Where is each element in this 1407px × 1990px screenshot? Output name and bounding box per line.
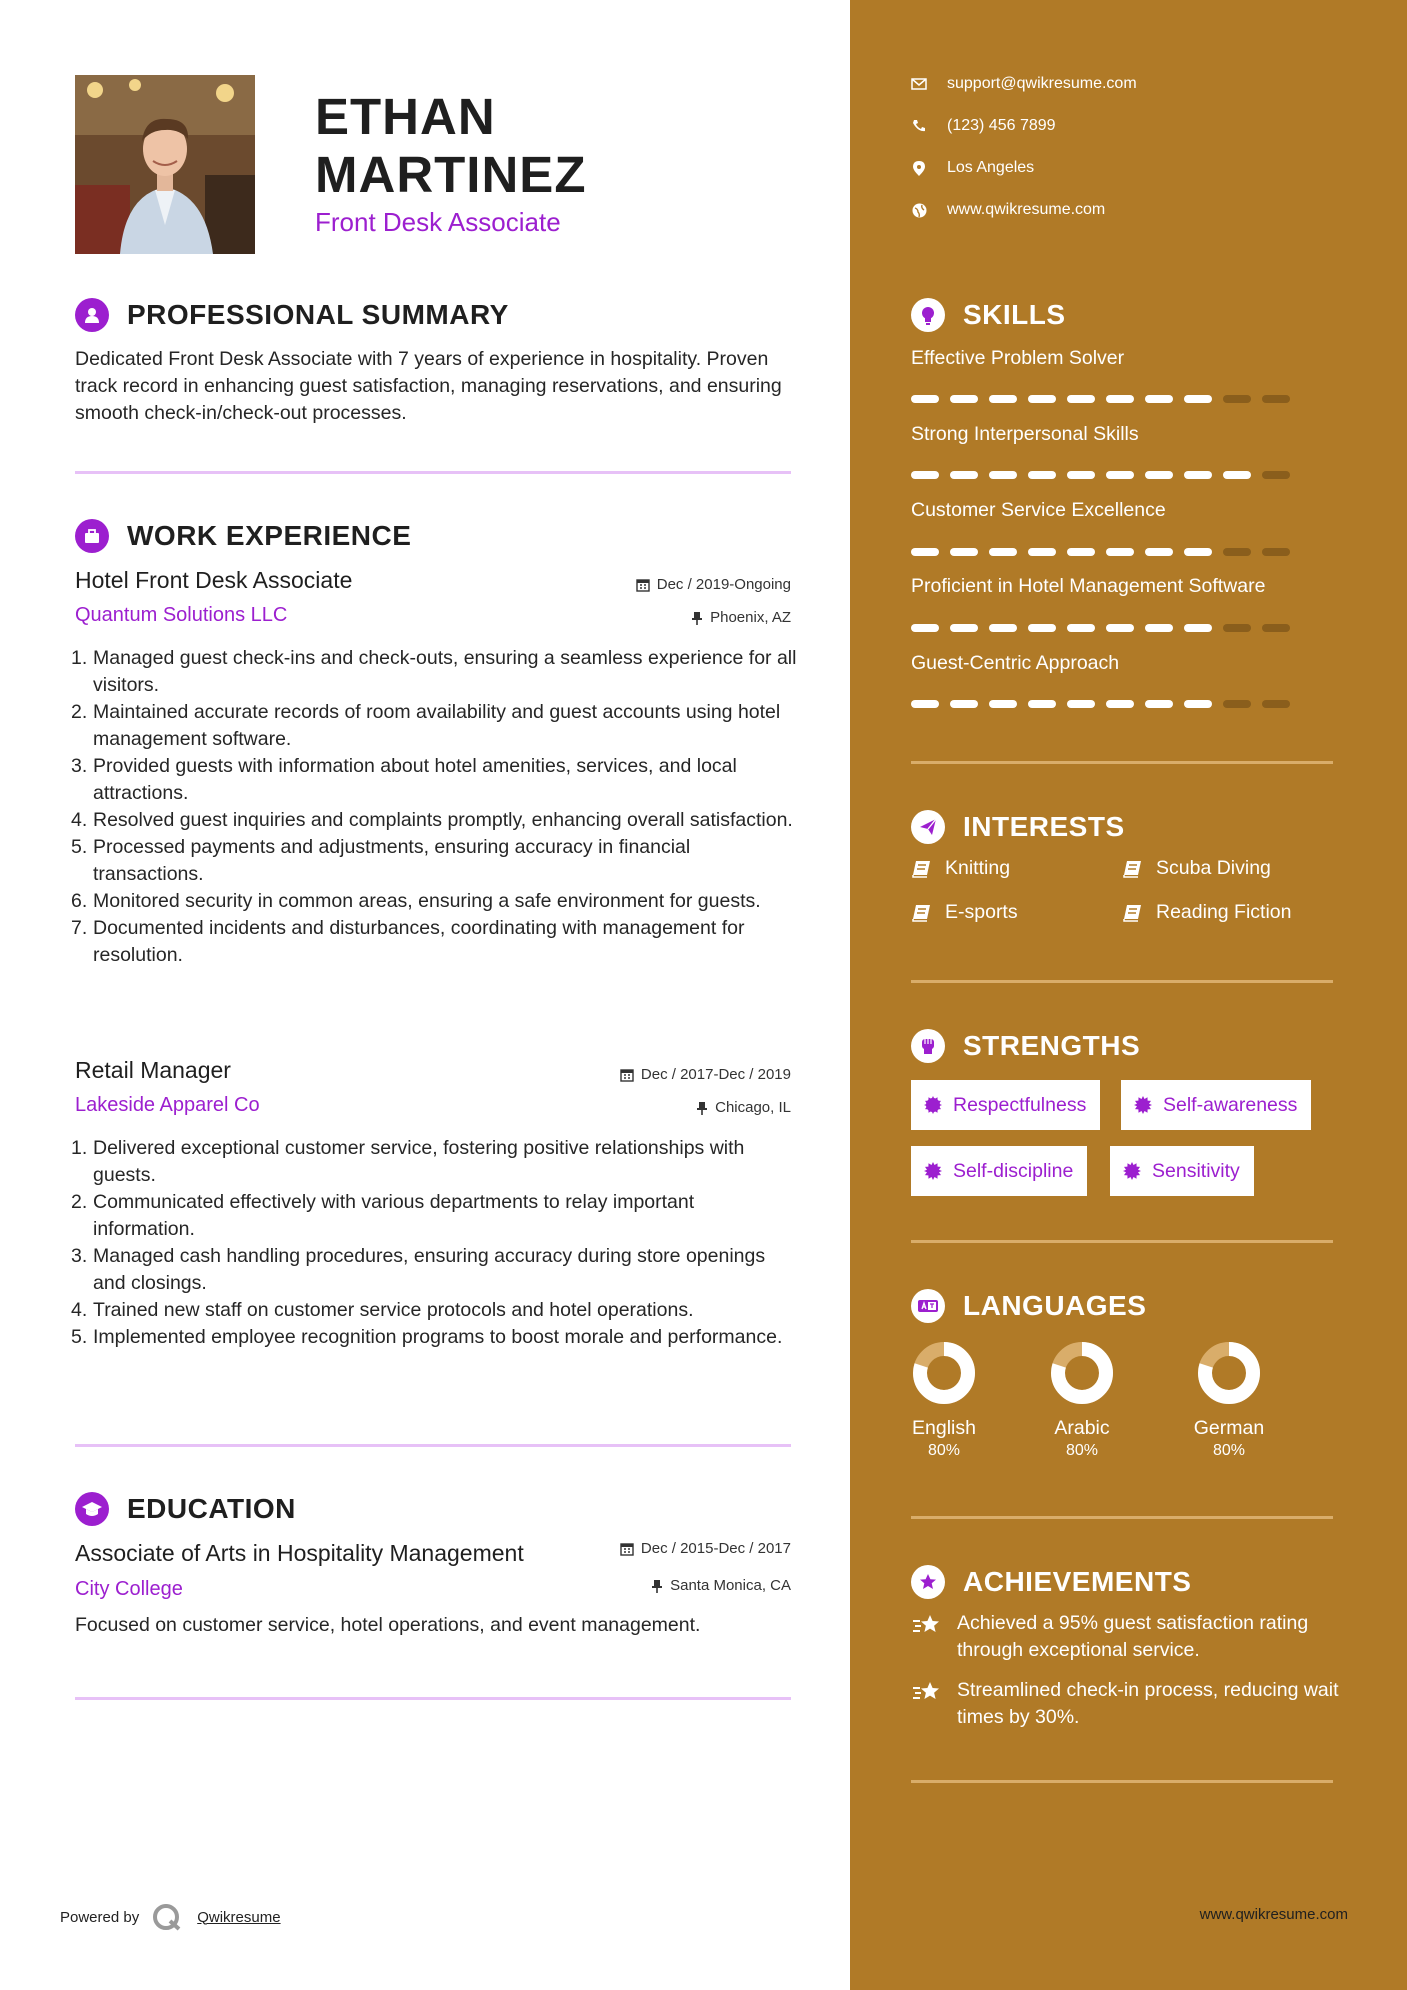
rating-dash-filled <box>1145 395 1173 403</box>
language-percent: 80% <box>1212 1442 1246 1459</box>
first-name: ETHAN <box>315 88 496 145</box>
job-dates-text: Dec / 2019-Ongoing <box>656 576 791 593</box>
list-item: Managed cash handling procedures, ensuring accuracy during store openings and closings. <box>93 1245 766 1294</box>
interests-title: INTERESTS <box>963 811 1125 842</box>
job-company: Lakeside Apparel Co <box>75 1094 260 1116</box>
strength-tag <box>911 1080 1100 1130</box>
badge-icon <box>923 1161 943 1181</box>
interest-label: E-sports <box>945 901 1018 923</box>
rating-dash-empty <box>1223 548 1251 556</box>
rating-dash-filled <box>1106 700 1134 708</box>
rating-dash-filled <box>950 548 978 556</box>
list-item: Delivered exceptional customer service, fostering positive relationships with guests. <box>93 1137 745 1186</box>
contact-email[interactable] <box>911 75 1137 93</box>
job-company: Quantum Solutions LLC <box>75 604 288 626</box>
list-item: Implemented employee recognition programs to boost morale and performance. <box>93 1326 783 1348</box>
book-icon <box>911 904 931 922</box>
lightbulb-icon <box>911 298 945 332</box>
rating-dash-filled <box>1067 700 1095 708</box>
rating-dash-filled <box>1106 624 1134 632</box>
list-item: Communicated effectively with various departments to relay important information. <box>93 1191 695 1240</box>
calendar-icon <box>636 578 650 592</box>
achievement-text: Streamlined check-in process, reducing wait times by 30%. <box>957 1679 1339 1728</box>
skill-name: Proficient in Hotel Management Software <box>911 575 1266 597</box>
education-dates <box>620 1540 791 1557</box>
rating-dash-filled <box>989 624 1017 632</box>
achievements-title: ACHIEVEMENTS <box>963 1566 1192 1597</box>
language-item <box>1022 1340 1142 1460</box>
language-name: German <box>1193 1417 1265 1439</box>
book-icon <box>1122 904 1142 922</box>
rating-dash-filled <box>1028 471 1056 479</box>
powered-by <box>60 1902 281 1932</box>
rating-dash-filled <box>1106 471 1134 479</box>
skill-rating-bar <box>911 624 1301 632</box>
rating-dash-filled <box>1184 395 1212 403</box>
list-item: Resolved guest inquiries and complaints promptly, enhancing overall satisfaction. <box>93 809 793 831</box>
rating-dash-empty <box>1262 624 1290 632</box>
school-name: City College <box>75 1578 183 1600</box>
rating-dash-filled <box>950 700 978 708</box>
powered-by-label: Powered by <box>60 1908 140 1926</box>
skill-rating-bar <box>911 548 1301 556</box>
skill-rating-bar <box>911 471 1301 479</box>
job-location-text: Chicago, IL <box>715 1099 791 1116</box>
list-item: Documented incidents and disturbances, coordinating with management for resolution. <box>93 917 745 966</box>
rating-dash-filled <box>989 395 1017 403</box>
rating-dash-filled <box>1067 395 1095 403</box>
rating-dash-filled <box>1184 548 1212 556</box>
rating-dash-filled <box>989 471 1017 479</box>
pin-icon <box>691 611 703 625</box>
badge-icon <box>1122 1161 1142 1181</box>
rating-dash-filled <box>1184 624 1212 632</box>
language-donut <box>911 1340 977 1406</box>
skill-name: Guest-Centric Approach <box>911 652 1120 674</box>
summary-heading <box>75 298 509 332</box>
candidate-job-title: Front Desk Associate <box>315 207 561 237</box>
briefcase-icon <box>75 519 109 553</box>
pin-icon <box>696 1101 708 1115</box>
rating-dash-filled <box>911 395 939 403</box>
skills-title: SKILLS <box>963 299 1066 330</box>
strengths-title: STRENGTHS <box>963 1030 1141 1061</box>
translate-icon <box>911 1289 945 1323</box>
degree-title: Associate of Arts in Hospitality Management <box>75 1540 524 1566</box>
education-location <box>651 1577 791 1594</box>
job-location-text: Phoenix, AZ <box>710 609 791 626</box>
interest-item <box>1122 901 1292 924</box>
paper-plane-icon <box>911 810 945 844</box>
website-text: www.qwikresume.com <box>947 201 1106 218</box>
rating-dash-filled <box>1145 624 1173 632</box>
language-donut <box>1049 1340 1115 1406</box>
job-dates <box>636 576 791 593</box>
summary-text: Dedicated Front Desk Associate with 7 years of experience in hospitality. Proven track record in enhancing guest satisfaction, managing reservations, and ensuring smooth check-in/check-out processes. <box>75 348 782 424</box>
achievements-heading <box>911 1565 1191 1599</box>
rating-dash-empty <box>1262 395 1290 403</box>
star-icon <box>911 1613 943 1637</box>
rating-dash-filled <box>911 624 939 632</box>
education-title: EDUCATION <box>127 1493 296 1524</box>
strengths-heading <box>911 1029 1140 1063</box>
rating-dash-empty <box>1223 700 1251 708</box>
strength-tag <box>1110 1146 1254 1196</box>
email-text: support@qwikresume.com <box>947 75 1137 92</box>
rating-dash-filled <box>1184 700 1212 708</box>
interests-heading <box>911 810 1125 844</box>
candidate-name <box>315 88 586 204</box>
strength-label: Self-awareness <box>1163 1093 1298 1116</box>
strength-label: Sensitivity <box>1152 1159 1240 1182</box>
rating-dash-empty <box>1262 548 1290 556</box>
language-item <box>1169 1340 1289 1460</box>
rating-dash-filled <box>1067 471 1095 479</box>
rating-dash-filled <box>950 624 978 632</box>
calendar-icon <box>620 1068 634 1082</box>
experience-title: WORK EXPERIENCE <box>127 520 412 551</box>
list-item: Processed payments and adjustments, ensuring accuracy in financial transactions. <box>93 836 691 885</box>
divider <box>911 761 1333 764</box>
qwikresume-logo-icon <box>151 1902 185 1932</box>
star-icon <box>911 1680 943 1704</box>
calendar-icon <box>620 1542 634 1556</box>
strength-tag <box>1121 1080 1311 1130</box>
achievement-text: Achieved a 95% guest satisfaction rating through exceptional service. <box>957 1612 1309 1661</box>
last-name: MARTINEZ <box>315 146 587 203</box>
list-item: Maintained accurate records of room availability and guest accounts using hotel management software. <box>93 701 781 750</box>
divider <box>911 1516 1333 1519</box>
fist-icon <box>911 1029 945 1063</box>
job-duties <box>75 645 797 969</box>
language-name: English <box>912 1417 976 1439</box>
qwikresume-link[interactable]: Qwikresume <box>197 1908 281 1926</box>
interest-item <box>911 857 1010 880</box>
summary-title: PROFESSIONAL SUMMARY <box>127 299 509 330</box>
rating-dash-filled <box>911 471 939 479</box>
skill-rating-bar <box>911 395 1301 403</box>
language-item <box>884 1340 1004 1460</box>
skills-heading <box>911 298 1066 332</box>
education-heading <box>75 1492 296 1526</box>
rating-dash-filled <box>911 700 939 708</box>
rating-dash-filled <box>1028 548 1056 556</box>
job-dates-text: Dec / 2017-Dec / 2019 <box>640 1066 791 1083</box>
rating-dash-empty <box>1262 471 1290 479</box>
languages-heading <box>911 1289 1146 1323</box>
rating-dash-filled <box>989 548 1017 556</box>
rating-dash-filled <box>1028 624 1056 632</box>
language-percent: 80% <box>927 1442 961 1459</box>
job-dates <box>620 1066 791 1083</box>
contact-website[interactable] <box>911 201 1105 219</box>
education-description: Focused on customer service, hotel operations, and event management. <box>75 1614 701 1636</box>
location-text: Los Angeles <box>947 159 1035 176</box>
contact-phone[interactable] <box>911 117 1056 135</box>
rating-dash-filled <box>1067 624 1095 632</box>
job-duties <box>75 1135 797 1351</box>
envelope-icon <box>911 78 927 90</box>
rating-dash-filled <box>1106 548 1134 556</box>
rating-dash-filled <box>1106 395 1134 403</box>
rating-dash-empty <box>1223 624 1251 632</box>
language-donut <box>1196 1340 1262 1406</box>
rating-dash-empty <box>1223 395 1251 403</box>
job-title: Hotel Front Desk Associate <box>75 567 353 593</box>
job-location <box>691 609 791 626</box>
rating-dash-filled <box>1145 471 1173 479</box>
phone-icon <box>912 119 926 133</box>
rating-dash-filled <box>1223 471 1251 479</box>
user-icon <box>75 298 109 332</box>
language-name: Arabic <box>1054 1417 1110 1439</box>
contact-location <box>911 159 1034 177</box>
badge-icon <box>1133 1095 1153 1115</box>
book-icon <box>1122 860 1142 878</box>
experience-heading <box>75 519 411 553</box>
strength-label: Respectfulness <box>953 1093 1087 1116</box>
map-marker-icon <box>913 161 925 176</box>
interest-item <box>1122 857 1271 880</box>
job-location <box>696 1099 791 1116</box>
education-dates-text: Dec / 2015-Dec / 2017 <box>640 1540 791 1557</box>
rating-dash-filled <box>1145 700 1173 708</box>
rating-dash-filled <box>1028 700 1056 708</box>
interest-label: Knitting <box>945 857 1011 879</box>
pin-icon <box>651 1579 663 1593</box>
rating-dash-filled <box>950 395 978 403</box>
interest-label: Reading Fiction <box>1156 901 1292 923</box>
divider <box>75 1444 791 1447</box>
strength-label: Self-discipline <box>953 1159 1074 1182</box>
list-item: Trained new staff on customer service protocols and hotel operations. <box>93 1299 694 1321</box>
list-item: Provided guests with information about hotel amenities, services, and local attractions. <box>93 755 737 804</box>
rating-dash-empty <box>1262 700 1290 708</box>
rating-dash-filled <box>911 548 939 556</box>
interest-label: Scuba Diving <box>1156 857 1271 879</box>
job-title: Retail Manager <box>75 1057 231 1083</box>
divider <box>911 1240 1333 1243</box>
badge-icon <box>923 1095 943 1115</box>
star-badge-icon <box>911 1565 945 1599</box>
rating-dash-filled <box>1184 471 1212 479</box>
rating-dash-filled <box>1145 548 1173 556</box>
graduation-cap-icon <box>75 1492 109 1526</box>
languages-title: LANGUAGES <box>963 1290 1147 1321</box>
skill-name: Strong Interpersonal Skills <box>911 423 1139 445</box>
education-location-text: Santa Monica, CA <box>670 1577 791 1594</box>
divider <box>911 980 1333 983</box>
interest-item <box>911 901 1018 924</box>
achievement-item <box>911 1610 1341 1664</box>
footer-url[interactable]: www.qwikresume.com <box>1199 1906 1348 1923</box>
profile-photo <box>75 75 255 254</box>
rating-dash-filled <box>950 471 978 479</box>
achievement-item <box>911 1677 1341 1731</box>
rating-dash-filled <box>1067 548 1095 556</box>
phone-text: (123) 456 7899 <box>947 117 1056 134</box>
skill-name: Effective Problem Solver <box>911 347 1125 369</box>
divider <box>75 471 791 474</box>
strength-tag <box>911 1146 1087 1196</box>
divider <box>911 1780 1333 1783</box>
list-item: Managed guest check-ins and check-outs, ensuring a seamless experience for all visitors. <box>93 647 797 696</box>
book-icon <box>911 860 931 878</box>
list-item: Monitored security in common areas, ensuring a safe environment for guests. <box>93 890 761 912</box>
rating-dash-filled <box>989 700 1017 708</box>
globe-icon <box>912 203 927 218</box>
skill-name: Customer Service Excellence <box>911 499 1166 521</box>
rating-dash-filled <box>1028 395 1056 403</box>
skill-rating-bar <box>911 700 1301 708</box>
divider <box>75 1697 791 1700</box>
language-percent: 80% <box>1065 1442 1099 1459</box>
